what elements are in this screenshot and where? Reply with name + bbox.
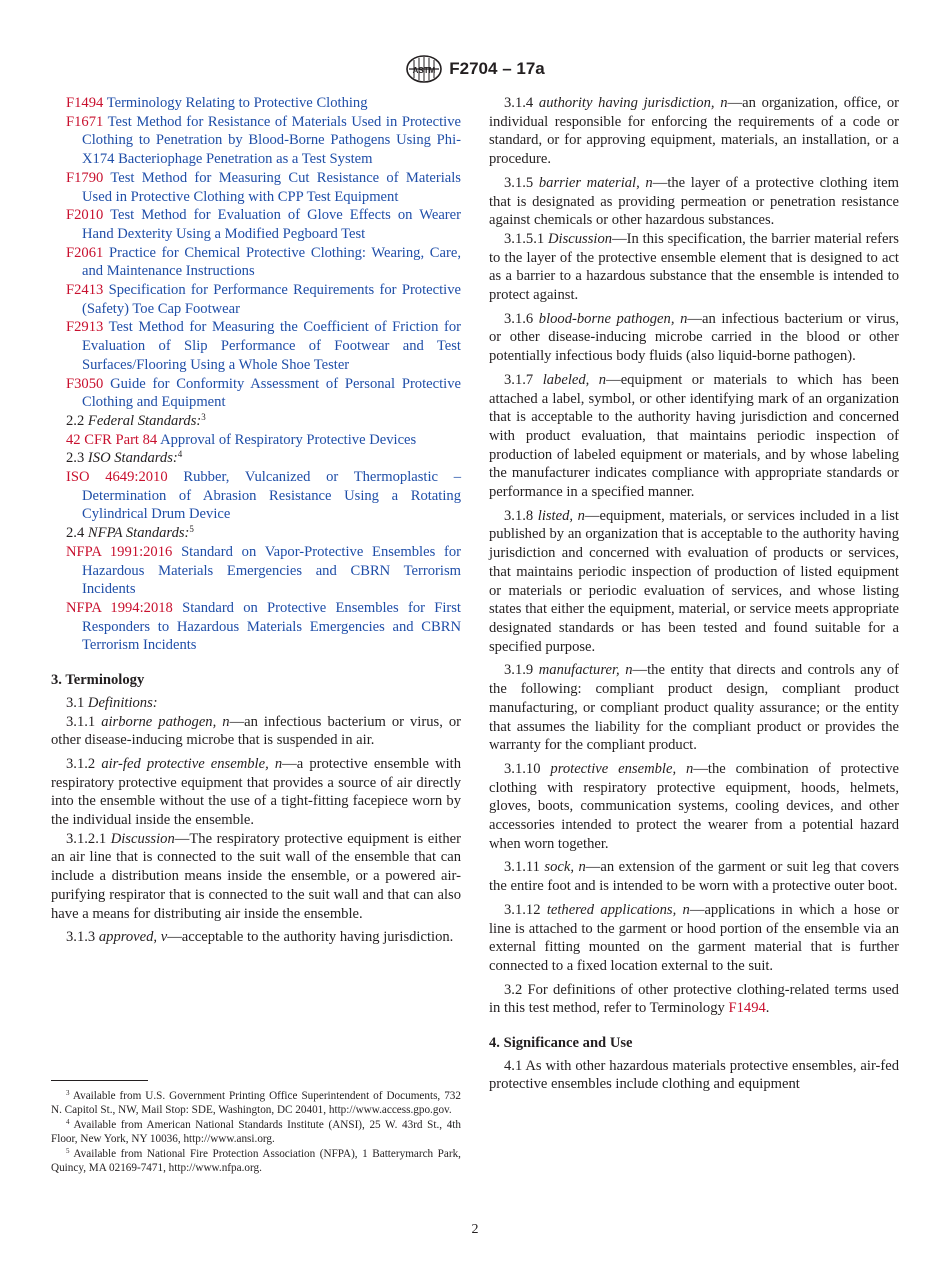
definition-3-1-3: 3.1.3 approved, v—acceptable to the authority having jurisdiction. [66, 929, 454, 946]
definition-3-1-7: 3.1.7 labeled, n—equipment or materials to which has been attached a label, symbol, or other identifying mark of an organization that is acceptable to the authority having jurisdiction and concerned with product evaluation, that maintains periodic inspection of production of labeled equipment or materials, and by whose labeling the manufacturer indicates compliance with appropriate standards or performance in a specified manner. [489, 371, 899, 501]
paragraph-3-2: 3.2 For definitions of other protective clothing-related terms used in this test method, refer to Terminology F1494. [489, 981, 899, 1017]
reference-f2913[interactable]: F2913 Test Method for Measuring the Coefficient of Friction for Evaluation of Slip Performance of Footwear and Test Surfaces/Flooring Using a Whole Shoe Tester [66, 319, 461, 373]
footnote-4: $^4$ Available from American National Standards Institute (ANSI), 25 W. 43rd St., 4th Floor, New York, NY 10036, http://www.ansi.org. [51, 1118, 461, 1145]
definition-3-1-9: 3.1.9 manufacturer, n—the entity that directs and controls any of the following: compliant product design, compliant product manufacturing, or compliant product quality assurance; or the entity that assumes the liability for the compliant product or provides the warranty for the compliant product. [489, 662, 899, 754]
footnote-5: $^5$ Available from National Fire Protection Association (NFPA), 1 Batterymarch Park, Quincy, MA 02169-7471, http://www.nfpa.org. [51, 1147, 461, 1174]
document-id: F2704 – 17a [449, 59, 545, 78]
reference-nfpa1991[interactable]: NFPA 1991:2016 Standard on Vapor-Protective Ensembles for Hazardous Materials Emergencies and CBRN Terrorism Incidents [66, 543, 461, 598]
footnote-3: $^3$ Available from U.S. Government Printing Office Superintendent of Documents, 732 N. Capitol St., NW, Mail Stop: SDE, Washington, DC 20401, http://www.access.gpo.gov. [51, 1089, 461, 1116]
right-column [489, 94, 899, 1099]
page-number: 2 [471, 1222, 479, 1237]
reference-f1671[interactable]: F1671 Test Method for Resistance of Materials Used in Protective Clothing to Penetration by Blood-Borne Pathogens Using Phi-X174 Bacteriophage Penetration as a Test System [66, 113, 461, 168]
definition-3-1-11: 3.1.11 sock, n—an extension of the garment or suit leg that covers the entire foot and is intended to be worn with a protective outer boot. [489, 859, 900, 895]
reference-f2010[interactable]: F2010 Test Method for Evaluation of Glove Effects on Wearer Hand Dexterity Using a Modified Pegboard Test [66, 207, 461, 242]
discussion-3-1-2-1: 3.1.2.1 Discussion—The respiratory protective equipment is either an air line that is connected to the suit wall of the ensemble that can include a distribution means inside the ensemble, or a powered air-purifying respirator that is connected to the suit wall and that can also have a means for distributing air inside the ensemble. [51, 830, 461, 922]
definition-3-1-5: 3.1.5 barrier material, n—the layer of a protective clothing item that is designated as providing permeation or penetration resistance against chemicals or other hazardous substances. [489, 174, 899, 229]
reference-f2061[interactable]: F2061 Practice for Chemical Protective Clothing: Wearing, Care, and Maintenance Instructions [66, 244, 461, 280]
subsection-nfpa-standards: 2.4 NFPA Standards:$^5$ [66, 524, 194, 542]
definition-3-1-6: 3.1.6 blood-borne pathogen, n—an infectious bacterium or virus, or other disease-inducing microbe carried in the blood or other potentially infectious body fluids (also liquid-borne pathogen). [489, 310, 899, 365]
page-header [0, 54, 950, 84]
footnote-divider [51, 1080, 148, 1081]
left-column [51, 94, 461, 952]
footnotes [51, 1089, 461, 1176]
subsection-iso-standards: 2.3 ISO Standards:$^4$ [66, 449, 183, 467]
reference-f1494[interactable]: F1494 Terminology Relating to Protective Clothing [66, 95, 368, 111]
definition-3-1-4: 3.1.4 authority having jurisdiction, n—an organization, office, or individual responsible for enforcing the requirements of a code or standard, or for approving equipment, materials, an installation, or a procedure. [489, 95, 899, 168]
reference-42cfr84[interactable]: 42 CFR Part 84 Approval of Respiratory Protective Devices [66, 431, 417, 448]
definition-3-1-1: 3.1.1 airborne pathogen, n—an infectious bacterium or virus, or other disease-inducing microbe that is suspended in air. [51, 713, 462, 749]
reference-f2413[interactable]: F2413 Specification for Performance Requirements for Protective (Safety) Toe Cap Footwear [66, 282, 461, 317]
reference-link-f1494[interactable]: F1494 [728, 1000, 766, 1017]
section-heading-significance: 4. Significance and Use [489, 1035, 633, 1052]
definitions-label: 3.1 Definitions: [66, 694, 158, 711]
definition-3-1-8: 3.1.8 listed, n—equipment, materials, or services included in a list published by an organization that is acceptable to the authority having jurisdiction and concerned with evaluation of products or services, that maintains periodic inspection of production of listed equipment or materials or periodic evaluation of services, and whose listing states that either the equipment, material, or service meets appropriate designated standards or has been tested and found suitable for a specified purpose. [489, 507, 899, 655]
reference-nfpa1994[interactable]: NFPA 1994:2018 Standard on Protective Ensembles for First Responders to Hazardous Materials Emergencies and CBRN Terrorism Incidents [66, 599, 461, 654]
reference-f3050[interactable]: F3050 Guide for Conformity Assessment of Personal Protective Clothing and Equipment [66, 375, 461, 411]
definition-3-1-12: 3.1.12 tethered applications, n—applications in which a hose or line is attached to the garment or hood portion of the ensemble via an external fitting mounted on the garment material that is further connected to a fixed location external to the suit. [489, 901, 899, 974]
reference-iso4649[interactable]: ISO 4649:2010 Rubber, Vulcanized or Thermoplastic – Determination of Abrasion Resistance Using a Rotating Cylindrical Drum Device [66, 469, 461, 523]
subsection-federal-standards: 2.2 Federal Standards:$^3$ [66, 411, 206, 429]
svg-text:ASTM: ASTM [412, 66, 436, 75]
astm-logo-icon [405, 54, 443, 84]
reference-f1790[interactable]: F1790 Test Method for Measuring Cut Resistance of Materials Used in Protective Clothing with CPP Test Equipment [66, 169, 461, 205]
section-heading-terminology: 3. Terminology [51, 672, 145, 689]
discussion-3-1-5-1: 3.1.5.1 Discussion—In this specification, the barrier material refers to the layer of the protective ensemble element that is designed to act as a barrier to a hazardous substance that the ensemble is intended to protect against. [489, 230, 899, 304]
definition-3-1-2: 3.1.2 air-fed protective ensemble, n—a protective ensemble with respiratory protective equipment that provides a source of air directly into the ensemble without the use of a tight-fitting facepiece worn by the individual inside the ensemble. [51, 755, 461, 829]
definition-3-1-10: 3.1.10 protective ensemble, n—the combination of protective clothing with respiratory protective equipment, hoods, helmets, gloves, boots, communication systems, cooling devices, and other accessories intended to protect the wearer from a potential hazard when worn together. [489, 760, 899, 852]
paragraph-4-1: 4.1 As with other hazardous materials protective ensembles, air-fed protective ensembles include clothing and equipment [489, 1057, 900, 1093]
